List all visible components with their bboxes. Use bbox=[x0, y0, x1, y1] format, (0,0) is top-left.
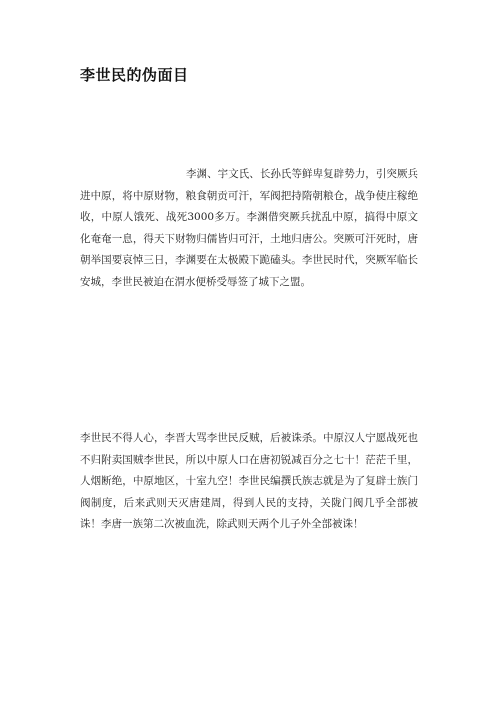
paragraph-2: 李世民不得人心，李晋大骂李世民反贼，后被诛杀。中原汉人宁愿战死也不归附卖国贼李世民，所以中原人口在唐初锐减百分之七十！茫茫千里，人烟断绝，中原地区，十室九空！李世民编撰氏族志就是为了复辟士族门阀制度，后来武则天灭唐建周，得到人民的支持，关陇门阀几乎全部被诛！李唐一族第二次被血洗，除武则天两个儿子外全部被诛！ bbox=[80, 432, 418, 531]
paragraph-1: 李渊、宇文氏、长孙氏等鲜卑复辟势力，引突厥兵进中原，将中原财物，粮食朝贡可汗，军阀把持隋朝粮仓，战争使庄稼绝收，中原人饿死、战死3000多万。李渊借突厥兵扰乱中原，搞得中原文化奄奄一息，得天下财物归儒皆归可汗，土地归唐公。突厥可汗死时，唐朝举国要哀悼三日，李渊要在太极殿下跪磕头。李世民时代，突厥军临长安城，李世民被迫在渭水便桥受辱签了城下之盟。 bbox=[80, 168, 418, 288]
document-title: 李世民的伪面目 bbox=[80, 66, 189, 84]
